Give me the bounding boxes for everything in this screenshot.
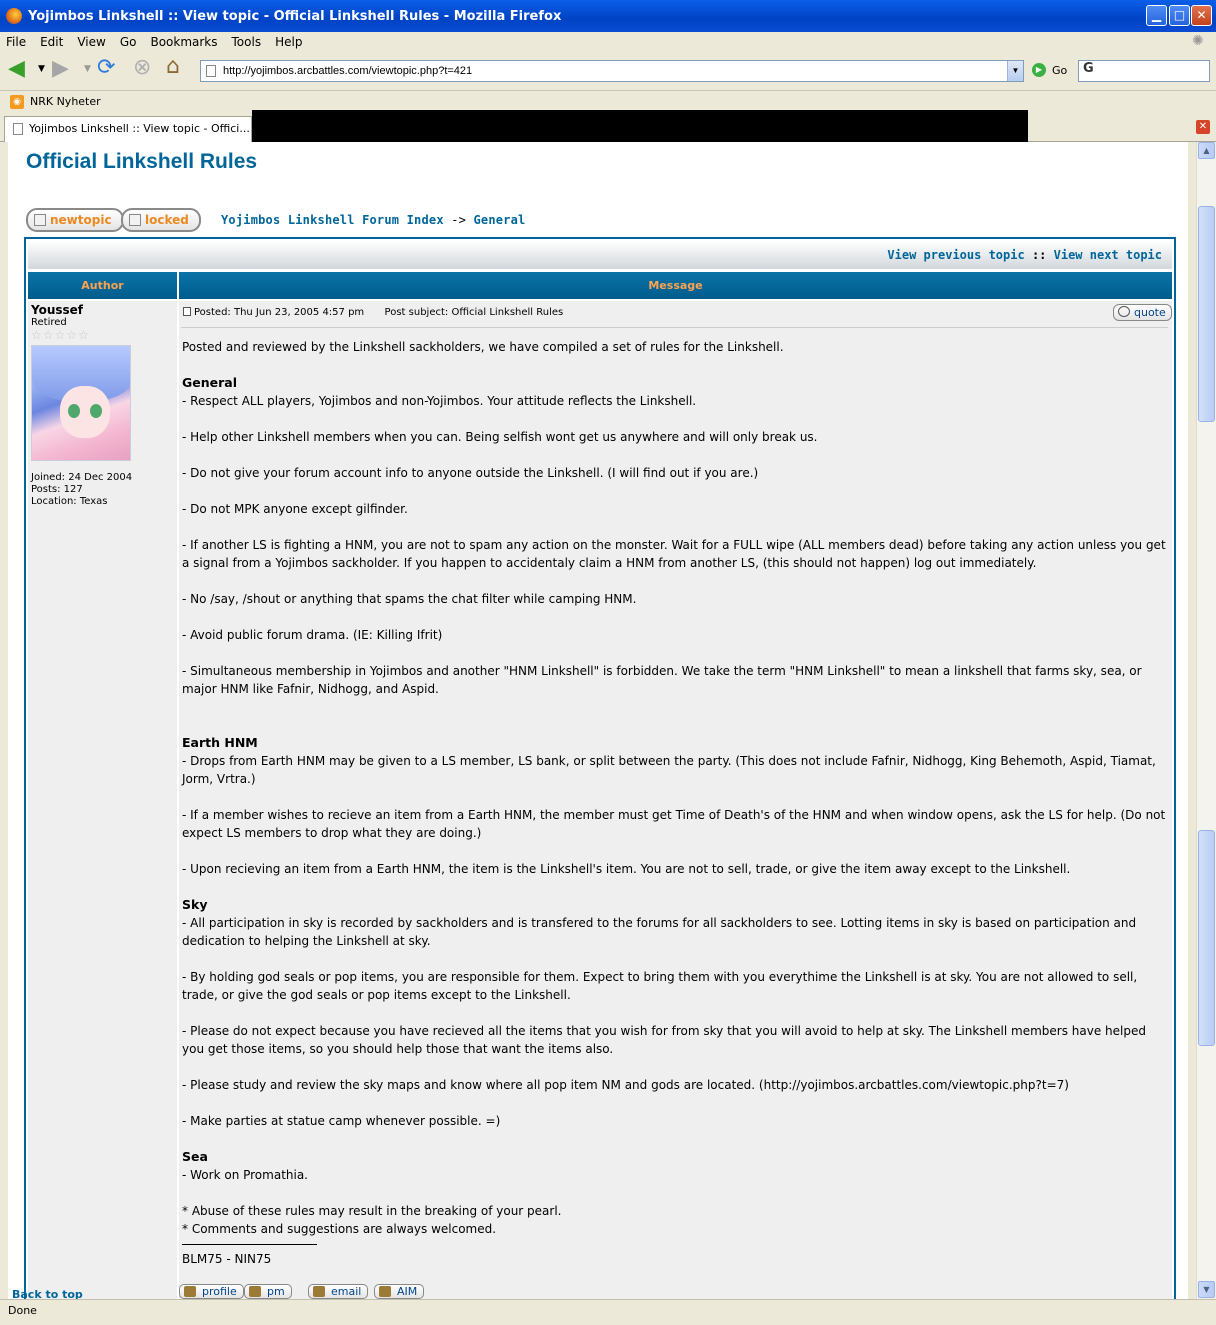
menu-edit[interactable]: Edit	[40, 35, 64, 49]
post-section-heading: General	[182, 375, 237, 390]
author-posts: Posts: 127	[31, 484, 83, 495]
scroll-thumb[interactable]	[1198, 206, 1215, 422]
post-line	[182, 1004, 1168, 1022]
post-line: - All participation in sky is recorded by sackholders and is transfered to the forums for all sackholders to see. Lotting items in sky is based on participation and dedication to helping the Linkshell at sky.	[182, 916, 1140, 948]
scroll-up-icon[interactable]: ▲	[1198, 142, 1215, 159]
back-to-top-link[interactable]: Back to top	[12, 1288, 83, 1299]
post-line: - Do not give your forum account info to anyone outside the Linkshell. (I will find out if you are.)	[182, 466, 759, 480]
post-line: - Avoid public forum drama. (IE: Killing Ifrit)	[182, 628, 443, 642]
tab-page-icon	[13, 123, 23, 135]
post-line	[182, 1184, 1168, 1202]
post-line	[182, 410, 1168, 428]
post-line	[182, 716, 1168, 734]
tab-label: Yojimbos Linkshell :: View topic - Offici...	[29, 122, 250, 135]
post-line: - Do not MPK anyone except gilfinder.	[182, 502, 408, 516]
menu-bar	[0, 32, 1216, 52]
back-dropdown-icon[interactable]: ▼	[38, 64, 45, 74]
post-line	[182, 788, 1168, 806]
profile-icon	[184, 1286, 196, 1297]
breadcrumb-arrow: ->	[451, 213, 467, 227]
tab-current[interactable]	[4, 116, 252, 142]
new-topic-label: newtopic	[50, 213, 112, 227]
bookmarks-toolbar	[0, 90, 1216, 112]
forward-dropdown-icon[interactable]: ▼	[84, 64, 91, 74]
post-line: - If a member wishes to recieve an item from a Earth HNM, the member must get Time of Death's of the HNM and when window opens, ask the LS for help. (Do not expect LS members to drop what they are doing.)	[182, 808, 1170, 840]
author-column-header: Author	[28, 272, 177, 299]
post-section-heading: Sea	[182, 1149, 208, 1164]
post-line	[182, 518, 1168, 536]
profile-button[interactable]	[179, 1284, 244, 1299]
post-line	[182, 950, 1168, 968]
url-dropdown-icon[interactable]: ▼	[1007, 61, 1023, 81]
page-icon	[206, 65, 216, 77]
vertical-scrollbar[interactable]	[1196, 142, 1216, 1299]
avatar	[31, 345, 131, 461]
post-section-heading: Earth HNM	[182, 735, 258, 750]
url-text: http://yojimbos.arcbattles.com/viewtopic.php?t=421	[223, 65, 473, 77]
email-label: email	[331, 1285, 362, 1298]
post-line: - Please study and review the sky maps and know where all pop item NM and gods are located. (http://yojimbos.arcbattles.com/viewtopic.php?t=7)	[182, 1078, 1069, 1092]
close-window-button[interactable]: ✕	[1191, 5, 1212, 26]
post-line: - No /say, /shout or anything that spams the chat filter while camping HNM.	[182, 592, 637, 606]
aim-icon	[379, 1286, 391, 1297]
post-line	[182, 698, 1168, 716]
email-icon	[313, 1286, 325, 1297]
breadcrumb-forum-index[interactable]: Yojimbos Linkshell Forum Index	[221, 213, 444, 227]
post-line: - Please do not expect because you have recieved all the items that you wish for from sky that you will avoid to help at sky. The Linkshell members have helped you get those items, so you should help those that want the items also.	[182, 1024, 1150, 1056]
message-column-header: Message	[179, 272, 1172, 299]
close-tab-icon[interactable]: ✕	[1196, 120, 1210, 134]
quote-icon	[1118, 306, 1130, 317]
page-viewport	[8, 142, 1188, 1299]
throbber-icon: ✺	[1192, 33, 1204, 49]
back-icon[interactable]: ◀	[8, 56, 25, 81]
menu-tools[interactable]: Tools	[231, 35, 262, 49]
pm-icon	[249, 1286, 261, 1297]
post-line	[182, 842, 1168, 860]
window-title: Yojimbos Linkshell :: View topic - Official Linkshell Rules - Mozilla Firefox	[28, 8, 562, 24]
post-section-heading: Sky	[182, 897, 208, 912]
post-line: - Make parties at statue camp whenever possible. =)	[182, 1114, 501, 1128]
post-subject: Post subject: Official Linkshell Rules	[384, 307, 564, 318]
topic-nav-separator: ::	[1031, 248, 1047, 262]
post-line: - Respect ALL players, Yojimbos and non-Yojimbos. Your attitude reflects the Linkshell.	[182, 394, 697, 408]
search-engine-icon: G	[1083, 61, 1094, 76]
locked-button[interactable]	[121, 208, 201, 232]
post-line	[182, 644, 1168, 662]
post-line	[182, 356, 1168, 374]
scroll-down-icon[interactable]: ▼	[1198, 1281, 1215, 1298]
menu-bookmarks[interactable]: Bookmarks	[150, 35, 218, 49]
menu-go[interactable]: Go	[119, 35, 137, 49]
post-line: - Simultaneous membership in Yojimbos and another "HNM Linkshell" is forbidden. We take the term "HNM Linkshell" to mean a linkshell that farms sky, sea, or major HNM like Fafnir, Nidhogg, and Aspid.	[182, 664, 1146, 696]
post-body	[182, 338, 1168, 1268]
forward-icon[interactable]: ▶	[52, 56, 69, 81]
signature-divider	[182, 1244, 317, 1245]
breadcrumb	[221, 213, 525, 227]
post-line	[182, 1094, 1168, 1112]
aim-label: AIM	[397, 1285, 418, 1298]
topic-navigation	[28, 241, 1172, 269]
status-bar	[0, 1299, 1216, 1325]
scroll-thumb-secondary[interactable]	[1198, 830, 1215, 1046]
post-line	[182, 608, 1168, 626]
post-line: - Work on Promathia.	[182, 1168, 308, 1182]
post-line: - Help other Linkshell members when you can. Being selfish wont get us anywhere and will only break us.	[182, 430, 818, 444]
message-panel	[179, 301, 1172, 1299]
navigation-toolbar	[0, 52, 1216, 90]
minimize-button[interactable]: ▁	[1146, 5, 1167, 26]
post-divider	[181, 327, 1168, 328]
author-rank: Retired	[31, 317, 67, 328]
post-line: * Comments and suggestions are always welcomed.	[182, 1222, 497, 1236]
status-text: Done	[8, 1304, 37, 1317]
author-panel	[28, 301, 177, 1299]
firefox-logo-icon	[6, 8, 22, 24]
avatar-eye	[90, 404, 102, 418]
rss-feed-icon: ◉	[10, 95, 24, 109]
stop-icon[interactable]: ⊗	[133, 55, 152, 80]
post-line	[182, 572, 1168, 590]
post-line: - If another LS is fighting a HNM, you are not to spam any action on the monster. Wait for a FULL wipe (ALL members dead) before taking any action unless you get a signal from a Yojimbos sackholder. If you happen to accidentaly claim a HNM from another LS, (this should not happen) log out immediately.	[182, 538, 1170, 570]
pm-label: pm	[267, 1285, 285, 1298]
maximize-button[interactable]: □	[1169, 5, 1190, 26]
next-topic-link[interactable]: View next topic	[1053, 248, 1162, 262]
email-button[interactable]	[308, 1284, 368, 1299]
post-line: Posted and reviewed by the Linkshell sackholders, we have compiled a set of rules for the Linkshell.	[182, 340, 784, 354]
new-topic-icon	[34, 214, 46, 226]
locked-label: locked	[145, 213, 189, 227]
author-joined: Joined: 24 Dec 2004	[31, 472, 133, 483]
post-line	[182, 1058, 1168, 1076]
home-icon[interactable]: ⌂	[166, 54, 180, 79]
post-line	[182, 1130, 1168, 1148]
rank-stars-icon: ☆☆☆☆☆	[31, 328, 90, 342]
go-arrow-icon: ▶	[1032, 63, 1046, 77]
reload-icon[interactable]: ⟳	[97, 55, 116, 80]
page-title[interactable]: Official Linkshell Rules	[26, 150, 258, 173]
post-line	[182, 482, 1168, 500]
post-date: Posted: Thu Jun 23, 2005 4:57 pm	[194, 307, 365, 318]
post-line: - Drops from Earth HNM may be given to a LS member, LS bank, or split between the party. (This does not include Fafnir, Nidhogg, King Behemoth, Aspid, Tiamat, Jorm, Vrtra.)	[182, 754, 1160, 786]
bookmark-item[interactable]: NRK Nyheter	[30, 95, 101, 108]
search-field[interactable]	[1078, 60, 1210, 82]
quote-button[interactable]	[1113, 304, 1172, 321]
breadcrumb-general[interactable]: General	[473, 213, 526, 227]
post-icon	[183, 307, 191, 316]
window-title-bar	[0, 0, 1216, 32]
author-name: Youssef	[31, 303, 84, 317]
post-table	[24, 237, 1176, 1299]
post-header	[183, 307, 563, 318]
post-line: * Abuse of these rules may result in the breaking of your pearl.	[182, 1204, 562, 1218]
new-topic-button[interactable]	[26, 208, 124, 232]
author-info	[31, 472, 132, 508]
menu-view[interactable]: View	[77, 35, 106, 49]
post-line	[182, 446, 1168, 464]
menu-help[interactable]: Help	[275, 35, 303, 49]
post-line: - By holding god seals or pop items, you are responsible for them. Expect to bring them with you everythime the Linkshell is at sky. You are not allowed to sell, trade, or give the god seals or pop items except to the Linkshell.	[182, 970, 1142, 1002]
previous-topic-link[interactable]: View previous topic	[887, 248, 1025, 262]
url-field[interactable]	[200, 60, 1024, 82]
quote-label: quote	[1134, 306, 1166, 319]
author-location: Location: Texas	[31, 496, 108, 507]
avatar-eye	[68, 404, 80, 418]
post-line: - Upon recieving an item from a Earth HNM, the item is the Linkshell's item. You are not to sell, trade, or give the item away except to the Linkshell.	[182, 862, 1071, 876]
profile-label: profile	[202, 1285, 237, 1298]
lock-icon	[129, 214, 141, 226]
go-button[interactable]	[1032, 63, 1067, 77]
redaction-bar	[252, 110, 1028, 142]
post-line	[182, 878, 1168, 896]
go-label: Go	[1052, 63, 1068, 77]
signature: BLM75 - NIN75	[182, 1252, 272, 1266]
pm-button[interactable]	[244, 1284, 292, 1299]
menu-file[interactable]: File	[6, 35, 27, 49]
aim-button[interactable]	[374, 1284, 424, 1299]
